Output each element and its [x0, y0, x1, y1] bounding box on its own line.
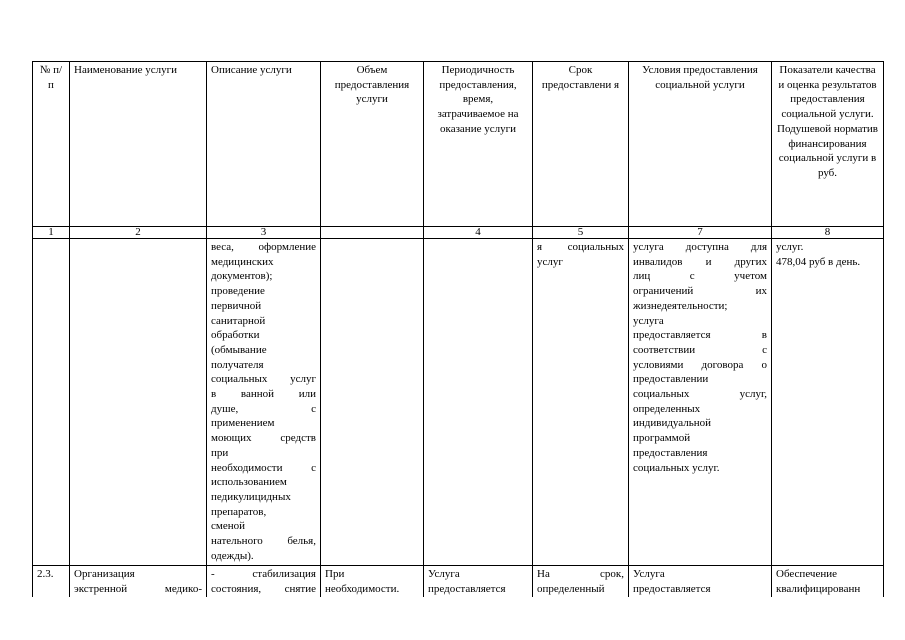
cell-volume	[321, 566, 424, 598]
text-line: - стабилизация	[211, 568, 316, 580]
header-conditions: Условия предоставления социальной услуги	[629, 62, 772, 227]
column-number: 7	[629, 227, 772, 239]
text-line: лиц с учетом	[633, 270, 767, 283]
text-line: программой	[633, 432, 691, 445]
column-number: 5	[533, 227, 629, 239]
text-line: нательного белья,	[211, 535, 316, 548]
text-line: предоставляется	[428, 582, 506, 595]
text-line: инвалидов и других	[633, 255, 767, 268]
text-line: 478,04 руб в день.	[776, 255, 861, 268]
text-line: услуга	[633, 314, 664, 327]
text-line: предоставления	[633, 446, 708, 459]
column-number: 3	[207, 227, 321, 239]
text-line: социальных услуг	[211, 373, 316, 386]
cell-desc	[207, 239, 321, 566]
cell-num: 2.3.	[33, 566, 70, 598]
text-line: обработки	[211, 329, 260, 342]
text-line: определенный	[537, 582, 605, 595]
column-numbers-row	[33, 227, 884, 239]
header-row	[33, 62, 884, 227]
text-line: соответствии с	[633, 343, 767, 356]
cell-desc	[207, 566, 321, 598]
text-line: услуга доступна для	[633, 241, 767, 253]
text-line: предоставляется в	[633, 329, 767, 342]
header-term: Срок предоставлени я	[533, 62, 629, 227]
column-number: 2	[70, 227, 207, 239]
cell-volume	[321, 239, 424, 566]
text-line: санитарной	[211, 314, 266, 327]
text-line: одежды).	[211, 549, 254, 562]
text-line: жизнедеятельности;	[633, 299, 728, 312]
header-desc: Описание услуги	[207, 62, 321, 227]
cell-name	[70, 239, 207, 566]
text-line: (обмывание	[211, 343, 267, 356]
text-line: первичной	[211, 299, 262, 312]
text-line: социальных услуг.	[633, 461, 720, 474]
text-line: ограничений их	[633, 285, 767, 298]
text-line: экстренной медико-	[74, 582, 202, 595]
text-line: необходимости.	[325, 582, 400, 595]
text-line: документов);	[211, 270, 273, 283]
header-num: № п/п	[33, 62, 70, 227]
text-line: определенных	[633, 402, 701, 415]
cell-name	[70, 566, 207, 598]
services-table	[32, 61, 884, 597]
text-line: моющих средств	[211, 432, 316, 445]
text-line: предоставляется	[633, 582, 711, 595]
text-line: я социальных	[537, 241, 624, 253]
cell-term	[533, 566, 629, 598]
table-row	[33, 566, 884, 598]
column-number: 8	[772, 227, 884, 239]
text-line: веса, оформление	[211, 241, 316, 253]
text-line: квалифицированн	[776, 582, 861, 595]
cell-quality	[772, 566, 884, 598]
column-number	[321, 227, 424, 239]
text-line: индивидуальной	[633, 417, 712, 430]
text-line: препаратов,	[211, 505, 267, 518]
cell-period	[424, 566, 533, 598]
text-line: в ванной или	[211, 388, 316, 401]
cell-period	[424, 239, 533, 566]
text-line: состояния, снятие	[211, 582, 316, 595]
text-line: душе, с	[211, 402, 316, 415]
text-line: получателя	[211, 358, 264, 371]
header-quality: Показатели качества и оценка результатов предоставления социальной услуги. Подушевой норматив финансирования социальной услуги в руб.	[772, 62, 884, 227]
cell-num	[33, 239, 70, 566]
text-line: социальных услуг,	[633, 388, 767, 401]
header-period: Периодичность предоставления, время, затрачиваемое на оказание услуги	[424, 62, 533, 227]
text-line: предоставлении	[633, 373, 709, 386]
text-line: применением	[211, 417, 275, 430]
column-number: 4	[424, 227, 533, 239]
text-line: медицинских	[211, 255, 274, 268]
text-line: Услуга	[428, 568, 460, 580]
text-line: сменой	[211, 520, 245, 533]
text-line: При	[325, 568, 345, 580]
cell-quality	[772, 239, 884, 566]
header-name: Наименование услуги	[70, 62, 207, 227]
text-line: необходимости с	[211, 461, 316, 474]
text-line: при	[211, 446, 229, 459]
text-line: На срок,	[537, 568, 624, 580]
text-line: услуг.	[776, 241, 804, 253]
cell-conditions	[629, 566, 772, 598]
cell-conditions	[629, 239, 772, 566]
text-line: условиями договора о	[633, 358, 767, 371]
text-line: Услуга	[633, 568, 665, 580]
cell-term	[533, 239, 629, 566]
text-line: проведение	[211, 285, 265, 298]
text-line: Обеспечение	[776, 568, 837, 580]
text-line: педикулицидных	[211, 490, 291, 503]
header-volume: Объем предоставления услуги	[321, 62, 424, 227]
table-row	[33, 239, 884, 566]
column-number: 1	[33, 227, 70, 239]
text-line: Организация	[74, 568, 135, 580]
text-line: услуг	[537, 255, 563, 268]
text-line: использованием	[211, 476, 287, 489]
